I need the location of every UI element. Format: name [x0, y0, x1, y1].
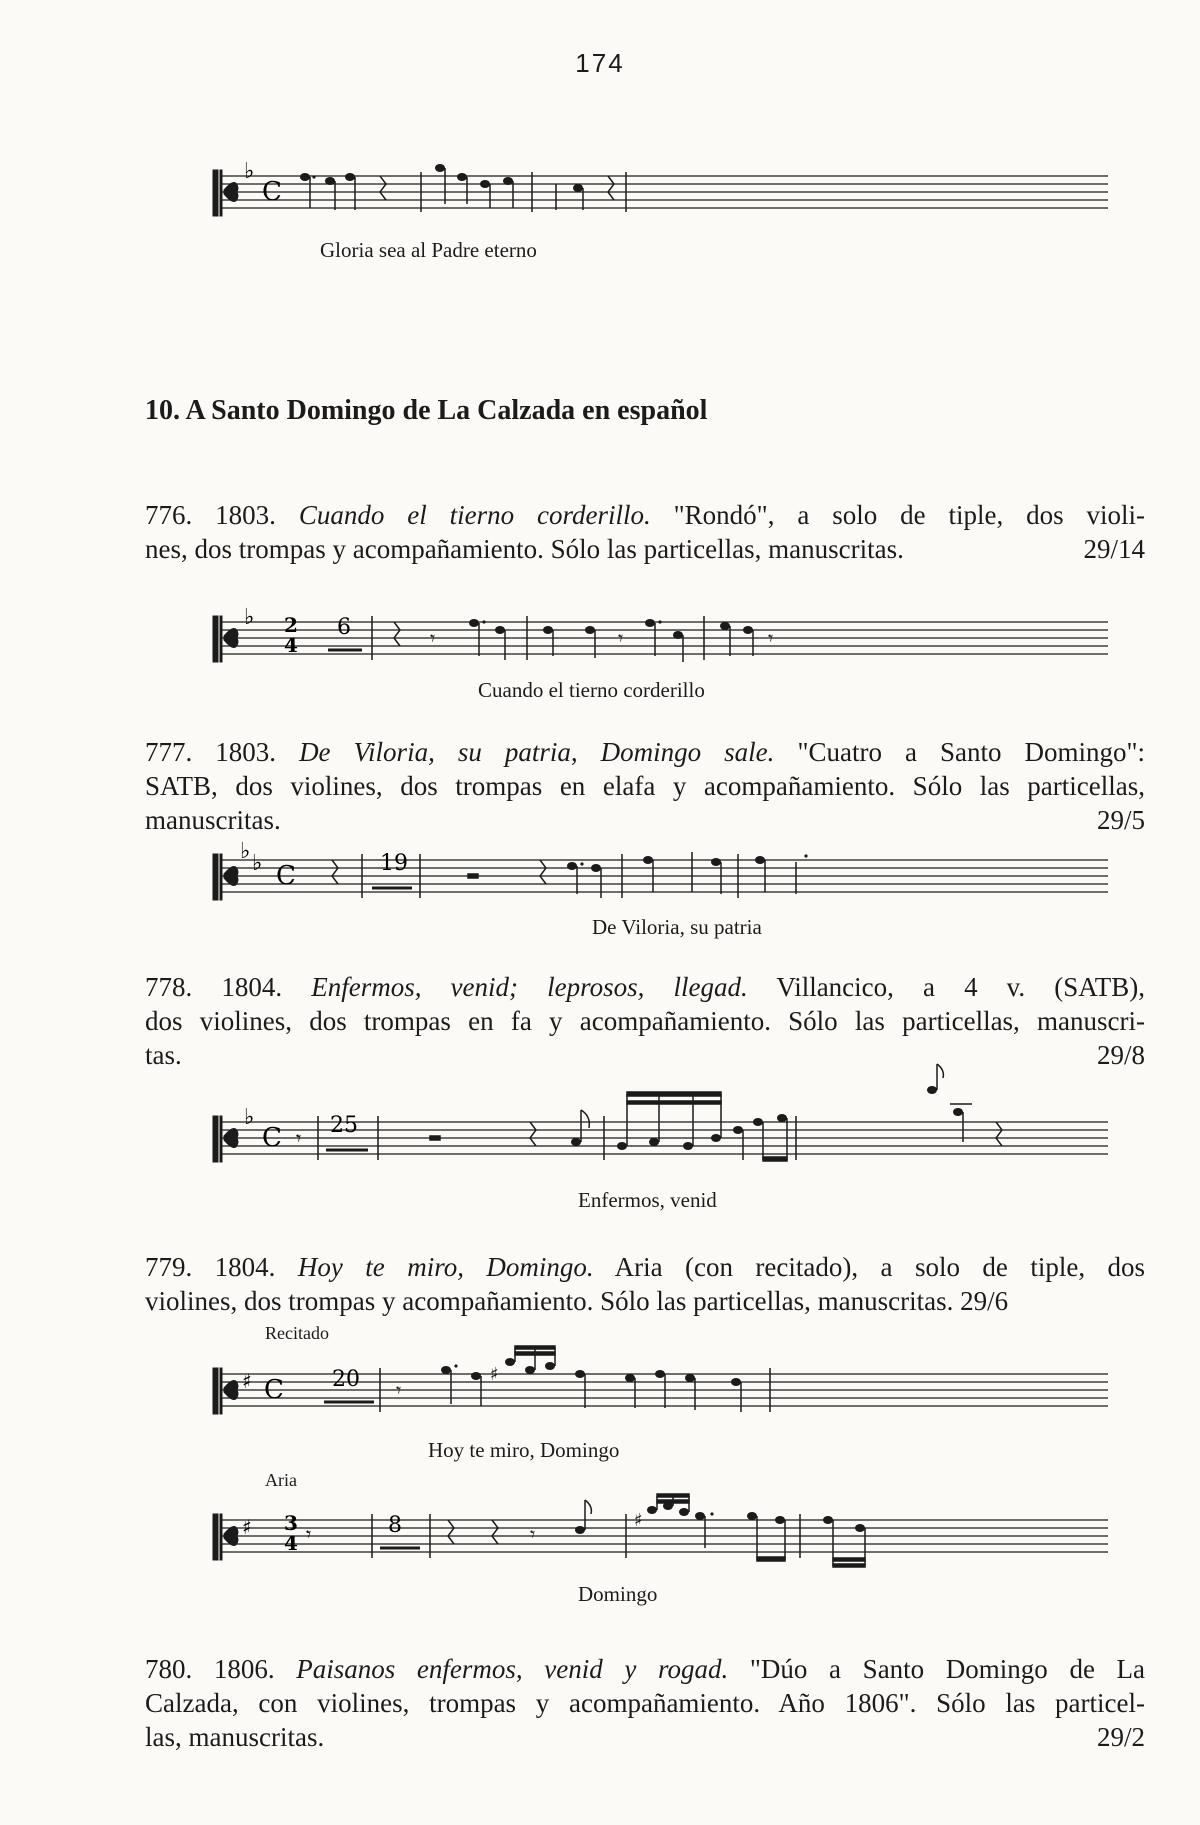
key-sharp: ♯ — [242, 1515, 252, 1539]
entry-description: "Rondó", a solo de tiple, dos violi- — [673, 500, 1146, 530]
entry-signature: 29/14 — [1083, 534, 1145, 564]
incipit-776: Cuando el tierno corderillo — [478, 678, 705, 702]
entry-description: SATB, dos violines, dos trompas en elafa y acompañamiento. Sólo las particellas, — [145, 771, 1145, 801]
entry-number: 780. 1806. — [145, 1654, 275, 1684]
entry-description: dos violines, dos trompas en fa y acompañamiento. Sólo las particellas, manuscri- — [145, 1006, 1145, 1036]
key-sharp: ♯ — [242, 1369, 252, 1393]
incipit-779-aria: Domingo — [578, 1582, 658, 1606]
entry-description: "Cuatro a Santo Domingo": — [797, 737, 1146, 767]
page-number: 174 — [575, 48, 625, 78]
entry-title: Hoy te miro, Domingo. — [297, 1252, 594, 1282]
entry-number: 778. 1804. — [145, 972, 283, 1002]
multimeasure-rest-count: 25 — [330, 1113, 358, 1138]
notes — [430, 1494, 865, 1567]
entry-description: "Dúo a Santo Domingo de La — [749, 1654, 1146, 1684]
entry-title: Paisanos enfermos, venid y rogad. — [296, 1654, 729, 1684]
entry-description: las, manuscritas. — [145, 1722, 325, 1752]
svg-text:𝄾: 𝄾 — [530, 1522, 536, 1546]
entry-signature: 29/2 — [1096, 1722, 1145, 1752]
incipit-777: De Viloria, su patria — [592, 915, 762, 939]
key-flat: ♭ — [240, 839, 251, 864]
entry-signature: 29/6 — [960, 1286, 1009, 1316]
time-sig-bottom: 4 — [284, 633, 298, 657]
entry-line-1 — [145, 1652, 1145, 1686]
entry-signature: 29/8 — [1096, 1040, 1145, 1070]
label-recitado: Recitado — [265, 1323, 329, 1343]
multimeasure-rest-count: 6 — [337, 615, 351, 640]
key-flat: ♭ — [244, 159, 255, 184]
time-signature-common: C — [262, 1123, 282, 1153]
multimeasure-rest-count: 8 — [388, 1513, 402, 1538]
section-title: 10. A Santo Domingo de La Calzada en español — [145, 395, 708, 426]
key-flat: ♭ — [244, 1105, 255, 1130]
incipit-778: Enfermos, venid — [578, 1188, 717, 1212]
staff-lines — [222, 1520, 1108, 1552]
entry-description: Villancico, a 4 v. (SATB), — [776, 972, 1146, 1002]
eighth-rest: 𝄾 — [306, 1522, 312, 1546]
time-signature-common: C — [262, 177, 282, 207]
entry-title: Enfermos, venid; leprosos, llegad. — [311, 972, 748, 1002]
svg-text:𝄾: 𝄾 — [618, 626, 624, 650]
time-signature-common: C — [264, 1375, 284, 1405]
svg-text:𝄾: 𝄾 — [430, 626, 436, 650]
entry-signature: 29/5 — [1096, 805, 1145, 835]
entry-title: Cuando el tierno corderillo. — [298, 500, 651, 530]
entry-number: 777. 1803. — [145, 737, 277, 767]
entry-line-2 — [145, 1686, 1145, 1720]
catalog-entry-780 — [145, 1652, 1145, 1754]
time-sig-top: 2 — [284, 613, 298, 637]
entry-description: Calzada, con violines, trompas y acompañamiento. Año 1806". Sólo las particel- — [145, 1688, 1145, 1718]
key-flat: ♭ — [244, 605, 255, 630]
entry-number: 779. 1804. — [145, 1252, 276, 1282]
multimeasure-rest-count: 20 — [332, 1367, 360, 1392]
entry-description: violines, dos trompas y acompañamiento. Sólo las particellas, manuscritas. — [145, 1286, 954, 1316]
entry-line-3 — [145, 1720, 1145, 1754]
entry-description: nes, dos trompas y acompañamiento. Sólo las particellas, manuscritas. — [145, 534, 904, 564]
time-sig-bottom: 4 — [284, 1531, 298, 1555]
svg-text:♯: ♯ — [634, 1510, 643, 1531]
svg-text:𝄾: 𝄾 — [768, 626, 774, 650]
time-signature-common: C — [276, 861, 296, 891]
entry-description: tas. — [145, 1040, 182, 1070]
time-sig-top: 3 — [284, 1511, 298, 1535]
clef-c — [213, 1514, 238, 1560]
svg-text:♯: ♯ — [490, 1364, 499, 1385]
multimeasure-rest-count: 19 — [380, 851, 408, 876]
entry-description: Aria (con recitado), a solo de tiple, dos — [614, 1252, 1146, 1282]
entry-title: De Viloria, su patria, Domingo sale. — [299, 737, 775, 767]
key-flat: ♭ — [252, 851, 263, 876]
svg-text:𝄾: 𝄾 — [396, 1378, 402, 1402]
label-aria: Aria — [265, 1470, 297, 1490]
entry-description: manuscritas. — [145, 805, 281, 835]
incipit-gloria: Gloria sea al Padre eterno — [320, 238, 537, 262]
incipit-779-recitado: Hoy te miro, Domingo — [428, 1438, 620, 1462]
eighth-rest: 𝄾 — [296, 1126, 302, 1150]
entry-number: 776. 1803. — [145, 500, 276, 530]
